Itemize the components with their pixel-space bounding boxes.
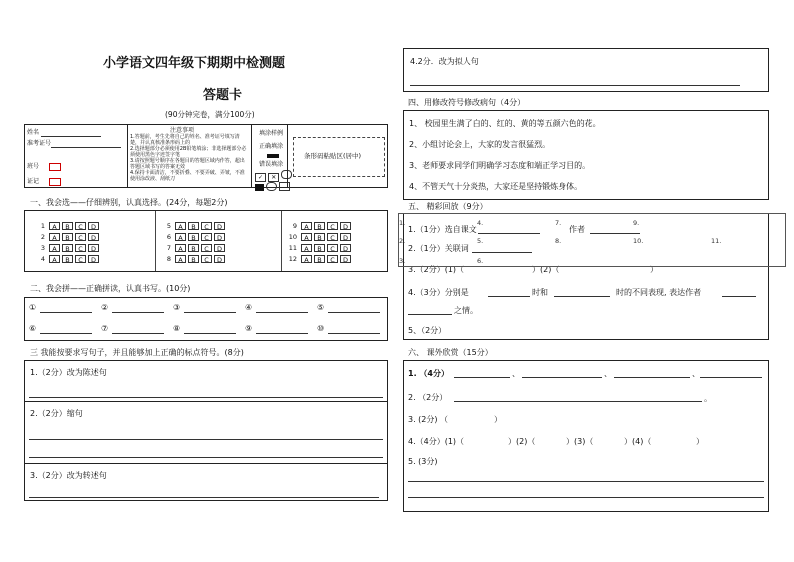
answer-line[interactable] <box>700 377 762 378</box>
option-bubble[interactable]: C <box>327 233 338 241</box>
option-bubble[interactable]: A <box>175 222 186 230</box>
answer-line[interactable] <box>554 296 610 297</box>
choice-row <box>33 254 101 264</box>
question-number: 4 <box>40 255 45 263</box>
s6-q3: 3. (2分) （ <box>408 415 449 424</box>
choice-row <box>159 243 227 253</box>
wrong-fill-icon <box>266 182 277 191</box>
option-bubble[interactable]: D <box>88 255 99 263</box>
s5-q3-b: ）(2)（ <box>532 265 560 274</box>
s4-sentence: 2、小组讨论会上，大家的发言很猛烈。 <box>409 140 551 149</box>
option-bubble[interactable]: C <box>201 222 212 230</box>
s5-q3-c: ） <box>650 265 658 274</box>
option-bubble[interactable]: B <box>62 233 73 241</box>
option-bubble[interactable]: B <box>314 233 325 241</box>
option-bubble[interactable]: A <box>301 222 312 230</box>
option-bubble[interactable]: D <box>340 244 351 252</box>
section3-title: 三 我能按要求写句子，并且能够加上正确的标点符号。(8分) <box>30 348 244 357</box>
overlay-number: 9. <box>633 219 640 227</box>
pinyin-blank-label: ④ <box>245 303 253 312</box>
s5-q4-d: 之情。 <box>454 306 478 315</box>
choice-row <box>285 243 353 253</box>
section2-title: 二、我会拼——正确拼读，认真书写。(10分) <box>30 284 191 293</box>
overlay-number: 4. <box>477 219 484 227</box>
choice-row <box>285 221 353 231</box>
question-number: 12 <box>288 255 297 263</box>
wrong-fill-label: 错误填涂 <box>259 161 284 168</box>
wrong-fill-icon <box>279 182 290 191</box>
answer-line[interactable] <box>408 497 764 498</box>
page-title: 小学语文四年级下期期中检测题 <box>103 56 286 71</box>
answer-line[interactable] <box>29 397 383 398</box>
wrong-fill-icon: ✕ <box>268 173 279 182</box>
pinyin-blank-label: ⑦ <box>101 324 109 333</box>
notice-text <box>130 134 248 182</box>
s3-divider <box>25 463 387 464</box>
barcode-label: 条形码粘贴区(居中) <box>304 152 362 160</box>
separator: 、 <box>692 369 700 378</box>
answer-line[interactable] <box>410 85 740 86</box>
s5-q4: 4.（3分）分别是 <box>408 288 469 297</box>
answer-line[interactable] <box>29 457 383 458</box>
option-bubble[interactable]: A <box>49 255 60 263</box>
overlay-number: 8. <box>555 237 562 245</box>
pinyin-blank-label: ① <box>29 303 37 312</box>
wrong-fill-icon <box>255 184 264 191</box>
question-number: 7 <box>166 244 171 252</box>
answer-line[interactable] <box>29 497 379 498</box>
section2-box <box>24 297 388 341</box>
answer-line[interactable] <box>408 314 452 315</box>
option-bubble[interactable]: C <box>75 244 86 252</box>
s5-q2: 2.（1分）关联词 <box>408 244 469 253</box>
answer-line[interactable] <box>112 333 164 334</box>
answer-line[interactable] <box>454 401 702 402</box>
question-number: 6 <box>166 233 171 241</box>
correct-fill-label: 正确填涂 <box>259 143 284 150</box>
answer-line[interactable] <box>614 377 690 378</box>
section4-title: 四、用修改符号修改病句（4分） <box>408 98 526 107</box>
option-bubble[interactable]: B <box>188 222 199 230</box>
overlay-number: 2. <box>399 237 406 245</box>
option-bubble[interactable]: A <box>49 222 60 230</box>
option-bubble[interactable]: D <box>214 233 225 241</box>
pinyin-blank-label: ⑩ <box>317 324 325 333</box>
section6-box <box>403 360 769 512</box>
answer-line[interactable] <box>112 312 164 313</box>
pinyin-blank-label: ⑤ <box>317 303 325 312</box>
option-bubble[interactable]: D <box>340 233 351 241</box>
choice-row <box>33 232 101 242</box>
option-bubble[interactable]: A <box>175 255 186 263</box>
score-note: (90分钟完卷，满分100分) <box>165 110 255 119</box>
option-bubble[interactable]: A <box>301 233 312 241</box>
wrong-fill-icon: ✓ <box>255 173 266 182</box>
option-bubble[interactable]: B <box>314 255 325 263</box>
option-bubble[interactable]: D <box>88 244 99 252</box>
question-number: 8 <box>166 255 171 263</box>
choice-row <box>285 254 353 264</box>
exam-no-label: 准考证号 <box>27 140 52 147</box>
pinyin-blank-label: ② <box>101 303 109 312</box>
class-field[interactable] <box>49 163 61 171</box>
option-bubble[interactable]: B <box>62 255 73 263</box>
option-bubble[interactable]: B <box>314 244 325 252</box>
answer-line[interactable] <box>256 333 308 334</box>
name-label: 姓名 <box>27 129 40 136</box>
option-bubble[interactable]: D <box>214 255 225 263</box>
notice-title: 注意事项 <box>170 127 195 134</box>
question-number: 10 <box>288 233 297 241</box>
answer-line[interactable] <box>184 333 236 334</box>
option-bubble[interactable]: C <box>201 255 212 263</box>
option-bubble[interactable]: C <box>75 233 86 241</box>
answer-line[interactable] <box>522 377 602 378</box>
page-subtitle: 答题卡 <box>203 88 243 103</box>
s6-q3-end: ） <box>494 415 502 424</box>
answer-line[interactable] <box>40 312 92 313</box>
choice-row <box>285 232 353 242</box>
info-divider <box>127 125 128 187</box>
option-bubble[interactable]: C <box>327 244 338 252</box>
s4-sentence: 4、不管天气十分炎热，大家还是坚持锻炼身体。 <box>409 182 583 191</box>
s6-q4: 4.（4分）(1)（ <box>408 437 465 446</box>
option-bubble[interactable]: D <box>214 244 225 252</box>
answer-line[interactable] <box>184 312 236 313</box>
pinyin-blank-label: ⑨ <box>245 324 253 333</box>
s5-q4-c: 时的不同表现, 表达作者 <box>616 288 702 297</box>
s6-q4-c: ）(3)（ <box>566 437 594 446</box>
fill-example-label: 填涂样例 <box>259 130 284 137</box>
section1-title: 一、我会选——仔细辨别，认真选择。(24分，每题2分) <box>30 198 228 207</box>
option-bubble[interactable]: C <box>201 233 212 241</box>
option-bubble[interactable]: D <box>340 255 351 263</box>
option-bubble[interactable]: A <box>49 233 60 241</box>
s6-q2: 2. （2分） <box>408 393 448 402</box>
question-number: 1 <box>40 222 45 230</box>
q4-label: 4.2分．改为拟人句 <box>410 57 479 66</box>
exam-no-field[interactable] <box>51 147 121 148</box>
question-number: 2 <box>40 233 45 241</box>
overlay-number: 7. <box>555 219 562 227</box>
option-bubble[interactable]: B <box>62 222 73 230</box>
overlay-number: 11. <box>711 237 722 245</box>
overlay-number: 6. <box>477 257 484 265</box>
s4-sentence: 3、老师要求同学们明确学习态度和端正学习目的。 <box>409 161 591 170</box>
s4-sentence: 1、 校园里生满了白的、红的、黄的等五颜六色的花。 <box>409 119 601 128</box>
overlay-number: 3. <box>399 257 406 265</box>
option-bubble[interactable]: D <box>88 233 99 241</box>
class-label: 班号 <box>27 163 40 170</box>
s3-q2: 2.（2分）缩句 <box>30 409 83 418</box>
section1-col-divider <box>281 211 282 271</box>
mark-field[interactable] <box>49 178 61 186</box>
section6-title: 六、 课外欣赏（15分） <box>408 348 493 357</box>
s5-q5: 5、（2分） <box>408 326 447 335</box>
answer-line[interactable] <box>328 333 380 334</box>
option-bubble[interactable]: A <box>175 233 186 241</box>
option-bubble[interactable]: A <box>301 244 312 252</box>
option-bubble[interactable]: C <box>327 255 338 263</box>
name-field[interactable] <box>41 136 101 137</box>
notice-line: 1.答题前，考生先将自己的姓名、准考证号填写清楚，并认真核准条形码上的 <box>130 134 240 146</box>
option-bubble[interactable]: B <box>188 233 199 241</box>
option-bubble[interactable]: C <box>75 222 86 230</box>
answer-line[interactable] <box>722 296 756 297</box>
section3-box <box>24 360 388 501</box>
answer-line[interactable] <box>454 377 510 378</box>
barcode-area <box>293 137 385 177</box>
s6-q5: 5. (3分) <box>408 457 438 466</box>
option-bubble[interactable]: C <box>327 222 338 230</box>
s6-q1: 1. （4分） <box>408 369 449 378</box>
pinyin-blank-label: ③ <box>173 303 181 312</box>
s6-q4-b: ）(2)（ <box>508 437 536 446</box>
separator: 、 <box>604 369 612 378</box>
pinyin-blank-label: ⑥ <box>29 324 37 333</box>
q4-box <box>403 48 769 92</box>
answer-line[interactable] <box>408 481 764 482</box>
section1-col-divider <box>155 211 156 271</box>
info-divider <box>287 125 288 187</box>
option-bubble[interactable]: D <box>340 222 351 230</box>
question-number: 3 <box>40 244 45 252</box>
option-bubble[interactable]: A <box>49 244 60 252</box>
notice-line: 2.选择题部分必须使用2B铅笔填涂；非选择题部分必须使用黑色字迹签字笔 <box>130 146 247 158</box>
option-bubble[interactable]: B <box>62 244 73 252</box>
overlay-choice-box <box>398 213 786 267</box>
option-bubble[interactable]: B <box>188 255 199 263</box>
notice-line: 3.请按照题号顺序在各题目的答题区域内作答，超出答题区域书写的答案无效 <box>130 158 245 170</box>
section4-box <box>403 110 769 200</box>
pinyin-blank-label: ⑧ <box>173 324 181 333</box>
choice-row <box>159 232 227 242</box>
s5-q4-b: 时和 <box>532 288 548 297</box>
question-number: 5 <box>166 222 171 230</box>
option-bubble[interactable]: B <box>314 222 325 230</box>
answer-line[interactable] <box>40 333 92 334</box>
overlay-number: 10. <box>633 237 644 245</box>
separator: 、 <box>512 369 520 378</box>
answer-line[interactable] <box>256 312 308 313</box>
s5-q3: 3.（2分）(1)（ <box>408 265 465 274</box>
answer-line[interactable] <box>328 312 380 313</box>
section5-title: 五、 精彩回放（9分） <box>408 202 488 211</box>
answer-line[interactable] <box>488 296 530 297</box>
info-divider <box>251 125 252 187</box>
s3-q1: 1.（2分）改为陈述句 <box>30 368 107 377</box>
overlay-number: 1. <box>399 219 406 227</box>
overlay-number: 5. <box>477 237 484 245</box>
option-bubble[interactable]: C <box>75 255 86 263</box>
info-box <box>24 124 388 188</box>
choice-row <box>159 254 227 264</box>
choice-row <box>33 221 101 231</box>
choice-row <box>159 221 227 231</box>
s5-q1: 1.（1分）选自课文 <box>408 225 477 234</box>
question-number: 9 <box>292 222 297 230</box>
s3-q3: 3.（2分）改为转述句 <box>30 471 107 480</box>
correct-fill-mark <box>267 154 279 158</box>
option-bubble[interactable]: A <box>175 244 186 252</box>
choice-row <box>33 243 101 253</box>
period: 。 <box>704 394 712 403</box>
notice-line: 4.保持卡面清洁，不要折叠、不要弄破、弄皱，不准使用涂改液、刮纸刀 <box>130 170 245 182</box>
answer-line[interactable] <box>29 439 383 440</box>
s6-q4-e: ） <box>696 437 704 446</box>
option-bubble[interactable]: A <box>301 255 312 263</box>
option-bubble[interactable]: B <box>188 244 199 252</box>
s3-divider <box>25 401 387 402</box>
option-bubble[interactable]: D <box>214 222 225 230</box>
mark-label: 证记 <box>27 178 40 185</box>
section1-box <box>24 210 388 272</box>
option-bubble[interactable]: D <box>88 222 99 230</box>
question-number: 11 <box>288 244 297 252</box>
s6-q4-d: ）(4)（ <box>624 437 652 446</box>
s5-q1-author: 作者 <box>569 225 585 234</box>
option-bubble[interactable]: C <box>201 244 212 252</box>
